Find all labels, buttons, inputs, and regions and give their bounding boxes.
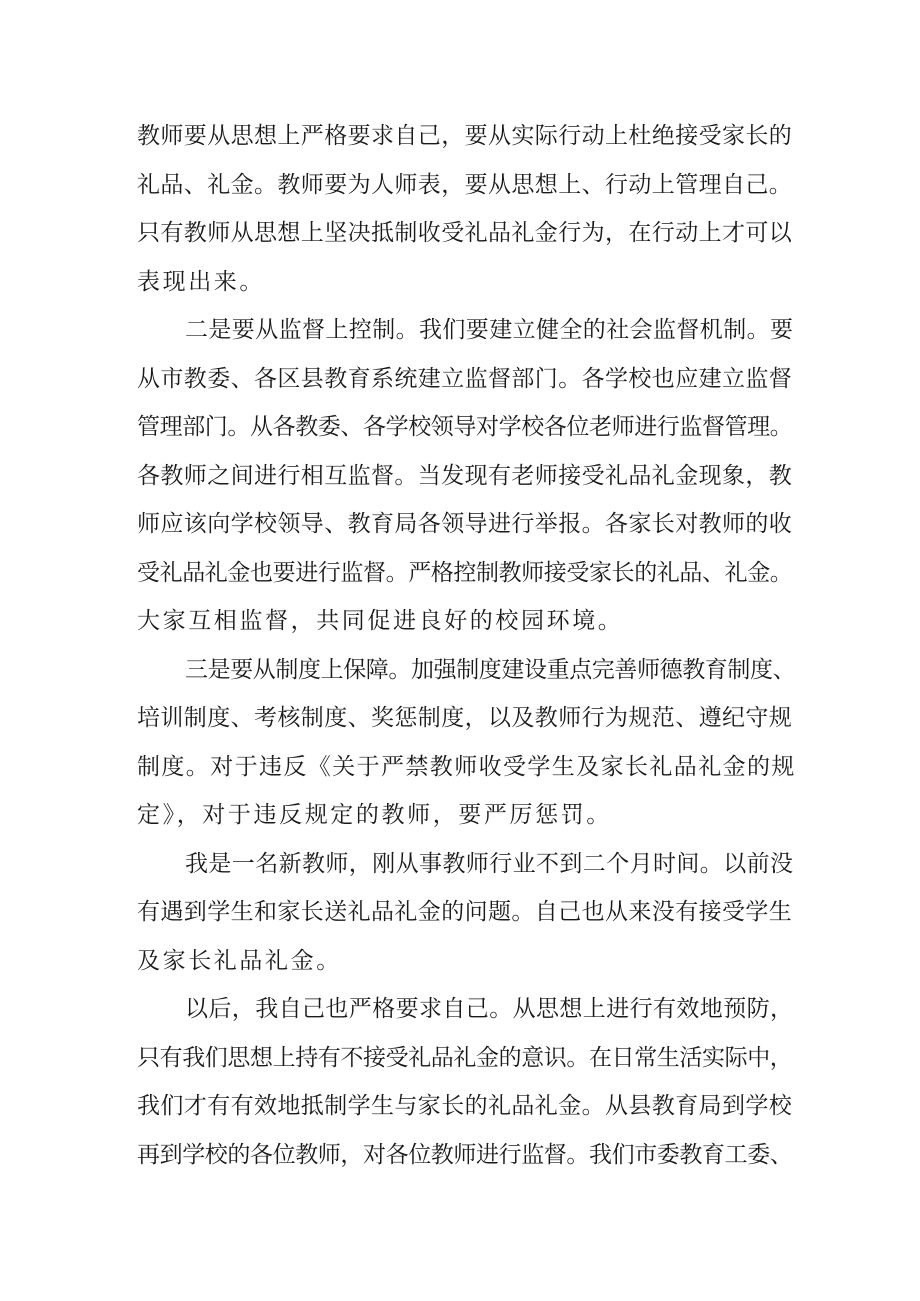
text-line: 二是要从监督上控制。我们要建立健全的社会监督机制。要: [185, 317, 794, 343]
text-line: 只有教师从思想上坚决抵制收受礼品礼金行为，在行动上才可以: [137, 220, 793, 246]
text-line: 再到学校的各位教师，对各位教师进行监督。我们市委教育工委、: [137, 1141, 793, 1168]
document-body: [137, 112, 797, 1179]
text-line: 受礼品礼金也要进行监督。严格控制教师接受家长的礼品、礼金。: [137, 559, 793, 586]
text-line: 以后，我自己也严格要求自己。从思想上进行有效地预防，: [185, 996, 794, 1022]
paragraph-5: [137, 985, 797, 1179]
text-line: 教师要从思想上严格要求自己，要从实际行动上杜绝接受家长的: [137, 123, 793, 149]
text-line: 制度。对于违反《关于严禁教师收受学生及家长礼品礼金的规: [137, 753, 796, 780]
text-line: 管理部门。从各教委、各学校领导对学校各位老师进行监督管理。: [137, 414, 793, 440]
text-line: 培训制度、考核制度、奖惩制度，以及教师行为规范、遵纪守规: [137, 705, 793, 731]
text-line: 从市教委、各区县教育系统建立监督部门。各学校也应建立监督: [137, 365, 793, 392]
paragraph-2: [137, 306, 797, 646]
paragraph-3: [137, 646, 797, 840]
text-line: 我们才有有效地抵制学生与家长的礼品礼金。从县教育局到学校: [137, 1093, 793, 1119]
text-line: 我是一名新教师，刚从事教师行业不到二个月时间。以前没: [185, 850, 794, 877]
text-line: 有遇到学生和家长送礼品礼金的问题。自己也从来没有接受学生: [137, 899, 793, 925]
text-line: 及家长礼品礼金。: [137, 947, 342, 974]
text-line: 师应该向学校领导、教育局各领导进行举报。各家长对教师的收: [137, 511, 793, 537]
text-line: 表现出来。: [137, 268, 265, 295]
text-line: 礼品、礼金。教师要为人师表，要从思想上、行动上管理自己。: [137, 171, 793, 198]
paragraph-4: [137, 840, 797, 986]
text-line: 三是要从制度上保障。加强制度建设重点完善师德教育制度、: [185, 656, 796, 683]
paragraph-1: [137, 112, 797, 306]
text-line: 大家互相监督，共同促进良好的校园环境。: [137, 608, 624, 634]
text-line: 定》，对于违反规定的教师，要严厉惩罚。: [137, 802, 612, 828]
text-line: 只有我们思想上持有不接受礼品礼金的意识。在日常生活实际中，: [137, 1044, 793, 1071]
text-line: 各教师之间进行相互监督。当发现有老师接受礼品礼金现象，教: [137, 462, 793, 489]
